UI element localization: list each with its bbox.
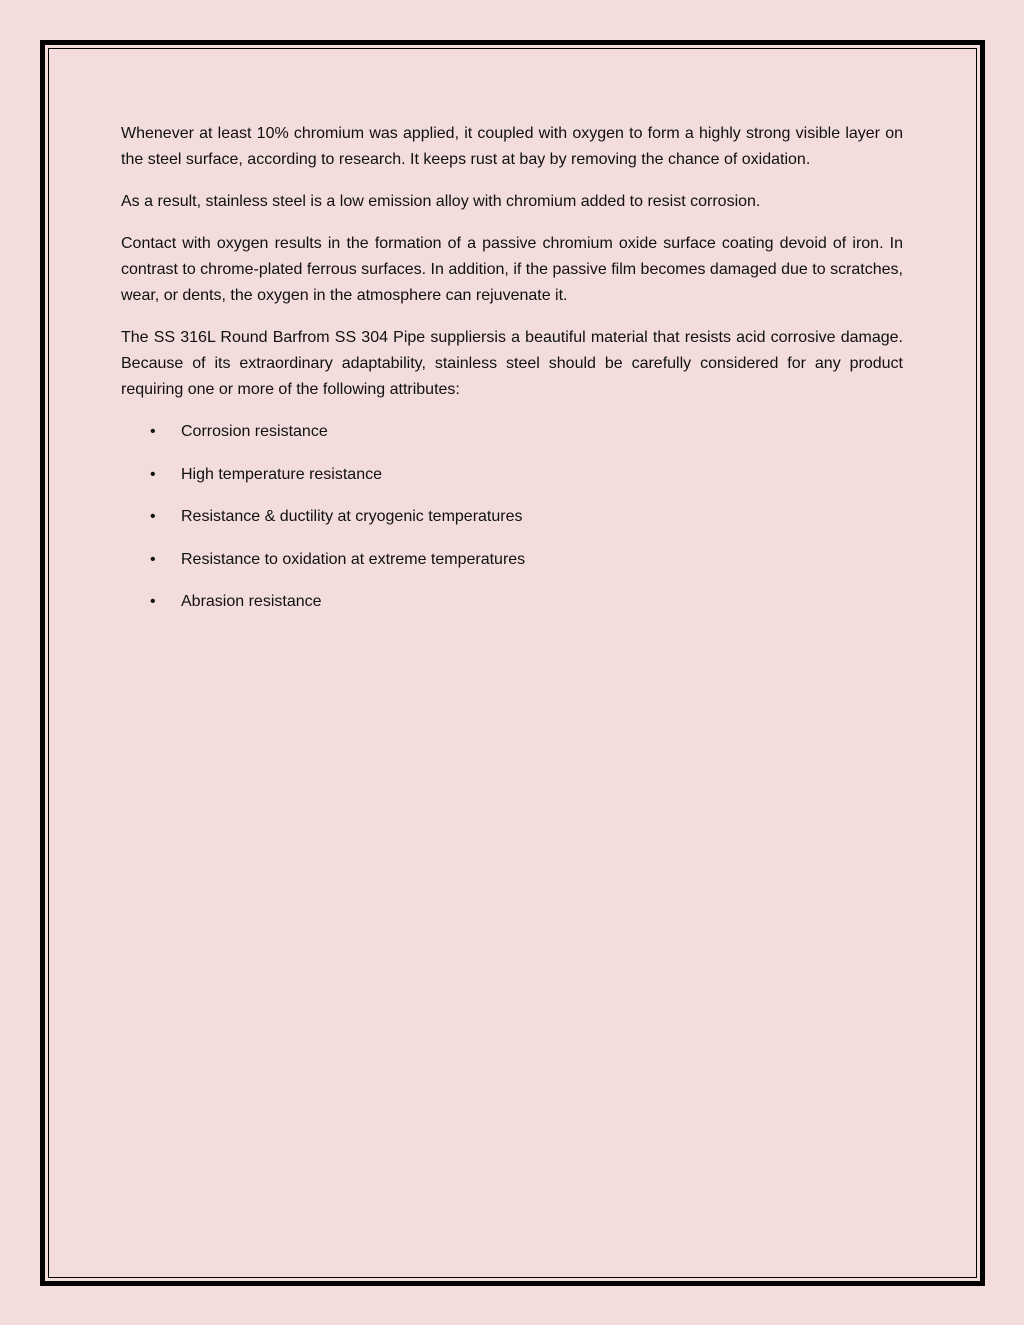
bullet-icon: • (150, 508, 156, 525)
paragraph-passive-film: Contact with oxygen results in the formation of a passive chromium oxide surface coating devoid of iron. In contrast to chrome-plated ferrous surfaces. In addition, if the passive film becomes damaged due to scratches, wear, or dents, the oxygen in the atmosphere can rejuvenate it. (121, 235, 903, 304)
paragraph-stainless-definition: As a result, stainless steel is a low emission alloy with chromium added to resist corrosion. (121, 193, 761, 210)
list-item (121, 419, 903, 445)
list-item-text: Resistance & ductility at cryogenic temperatures (181, 508, 523, 525)
list-item (121, 589, 903, 615)
bullet-icon: • (150, 465, 156, 483)
bullet-icon: • (150, 423, 156, 440)
document-body (121, 121, 903, 632)
bullet-icon: • (150, 593, 156, 610)
paragraph-suppliers: The SS 316L Round Barfrom SS 304 Pipe suppliersis a beautiful material that resists acid corrosive damage. Because of its extraordinary adaptability, stainless steel should be carefully considered for any product requiring one or more of the following attributes: (121, 329, 903, 398)
attributes-list (121, 419, 903, 615)
list-item-text: Abrasion resistance (181, 593, 322, 610)
list-item-text: Resistance to oxidation at extreme temperatures (181, 550, 526, 568)
list-item (121, 547, 903, 573)
list-item-text: Corrosion resistance (181, 423, 328, 440)
list-item (121, 504, 903, 530)
list-item-text: High temperature resistance (181, 465, 382, 483)
list-item (121, 462, 903, 488)
bullet-icon: • (150, 550, 156, 568)
paragraph-chromium-layer: Whenever at least 10% chromium was applied, it coupled with oxygen to form a highly strong visible layer on the steel surface, according to research. It keeps rust at bay by removing the chance of oxidation. (121, 125, 903, 168)
